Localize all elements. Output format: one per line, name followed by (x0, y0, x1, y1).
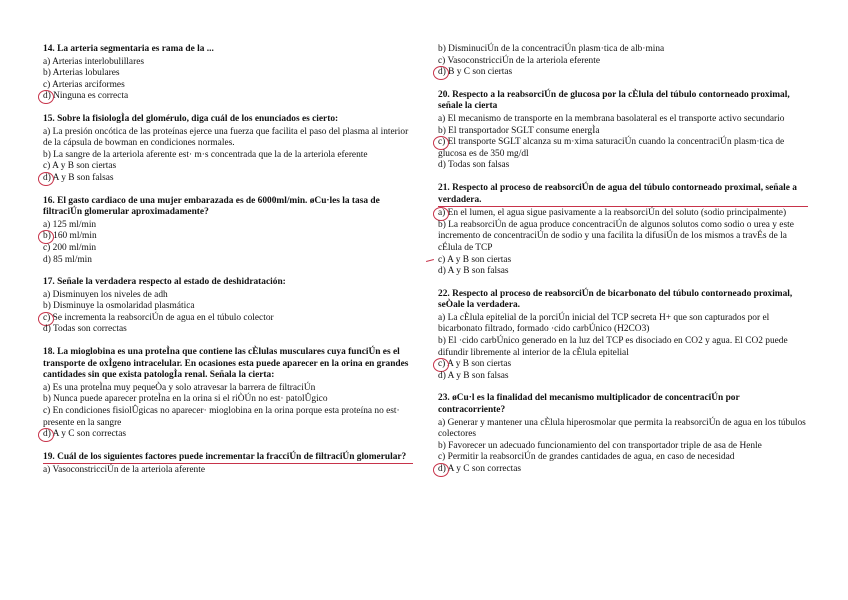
option-text: c) Se incrementa la reabsorciÚn de agua en el túbulo colector (43, 312, 274, 323)
question-19-continued (438, 44, 808, 79)
question-title: 17. Señale la verdadera respecto al estado de deshidratación: (43, 277, 286, 288)
option-b[interactable]: b) Arterias lobulares (43, 68, 120, 79)
question-15 (43, 114, 413, 185)
option-c[interactable]: c) A y B son ciertas (43, 161, 117, 172)
option-b[interactable]: b) La sangre de la arteriola aferente est· m·s concentrada que la de la arteriola eferente (43, 149, 368, 160)
option-b[interactable]: b) DisminuciÚn de la concentraciÚn plasm·tica de alb·mina (438, 44, 665, 54)
right-column (438, 44, 808, 487)
question-16 (43, 196, 413, 267)
option-d[interactable]: d) A y B son falsas (438, 370, 509, 381)
question-title: 16. El gasto cardiaco de una mujer embarazada es de 6000ml/min. øCu·les la tasa de filtraciÚn glomerular aproximadamente? (43, 195, 380, 218)
option-a[interactable]: a) La presión oncótica de las proteínas ejerce una fuerza que facilita el paso del plasma al interior de la cápsula de bowman en condiciones normales. (43, 126, 409, 149)
option-b[interactable]: b) El ·cido carbÚnico generado en la luz del TCP es disociado en CO2 y agua. El CO2 puede difundir libremente al interior de la cÈlula epitelial (438, 336, 788, 358)
option-text: c) A y B son ciertas (438, 359, 512, 370)
option-text: d) B y C son ciertas (438, 67, 513, 78)
option-c[interactable] (438, 255, 808, 267)
option-a[interactable]: a) Disminuyen los niveles de adh (43, 289, 168, 300)
option-text: d) Ninguna es correcta (43, 91, 129, 102)
option-b[interactable]: b) La reabsorciÚn de agua produce concentraciÚn de algunos solutos como sodio o urea y este incremento de concentraciÚn de sodio y una facilita la difusiÚn de los mismos a travÉs de la cÉlula de TCP (438, 219, 794, 253)
question-22 (438, 289, 808, 383)
option-d[interactable]: d) A y B son falsas (438, 266, 509, 277)
option-a[interactable]: a) 125 ml/min (43, 219, 97, 230)
option-c[interactable]: c) VasoconstricciÚn de la arteriola eferente (438, 55, 600, 66)
option-b[interactable] (43, 231, 413, 243)
question-title: 15. Sobre la fisiologÌa del glomérulo, diga cuál de los enunciados es cierto: (43, 113, 339, 124)
option-c[interactable] (438, 137, 808, 160)
question-title: 19. Cuál de los siguientes factores puede incrementar la fracciÚn de filtraciÚn glomerular? (43, 452, 413, 465)
question-21 (438, 183, 808, 278)
question-title: 14. La arteria segmentaria es rama de la ... (43, 44, 214, 54)
option-a[interactable]: a) El mecanismo de transporte en la membrana basolateral es el transporte activo secundario (438, 113, 785, 124)
question-title: 18. La mioglobina es una proteÌna que contiene las cÈlulas musculares cuya funciÚn es el transporte de oxÌgeno intracelular. En ocasiones esta puede aparecer en la orina en grandes cantidades sin que exista patologÌa renal. Señala la cierta: (43, 347, 409, 381)
option-d[interactable]: d) Todas son falsas (438, 160, 510, 171)
question-20 (438, 90, 808, 172)
option-b[interactable]: b) El transportador SGLT consume energÌa (438, 125, 600, 136)
option-b[interactable]: b) Nunca puede aparecer proteÌna en la orina si el riÒÚn no est· patolÛgico (43, 394, 328, 405)
option-d[interactable] (43, 173, 413, 185)
option-a[interactable]: a) Arterias interlobulillares (43, 56, 145, 67)
answer-dash-mark (426, 258, 434, 261)
left-column (43, 44, 413, 488)
option-text: d) A y C son correctas (43, 429, 127, 440)
option-a[interactable]: a) La cÈlula epitelial de la porciÚn inicial del TCP secreta H+ que son capturados por el bicarbonato filtrado, formado ·cido carbÚnico (H2CO3) (438, 312, 770, 335)
option-d[interactable]: d) 85 ml/min (43, 254, 92, 265)
option-d[interactable] (43, 91, 413, 103)
option-c[interactable]: c) En condiciones fisiolÛgicas no aparecer· mioglobina en la orina porque esta proteína no est· presente en la sangre (43, 406, 400, 428)
question-title: 23. øCu·l es la finalidad del mecanismo multiplicador de concentraciÚn por contracorriente? (438, 393, 740, 416)
question-17 (43, 277, 413, 336)
option-b[interactable]: b) Favorecer un adecuado funcionamiento del con transportador triple de asa de Henle (438, 440, 762, 451)
question-23 (438, 393, 808, 475)
option-c[interactable]: c) Permitir la reabsorciÚn de grandes cantidades de agua, en caso de necesidad (438, 452, 735, 463)
option-d[interactable] (438, 464, 808, 476)
option-text: c) A y B son ciertas (438, 254, 512, 265)
option-d[interactable] (438, 67, 808, 79)
option-c[interactable] (43, 313, 413, 325)
option-a[interactable]: a) VasoconstricciÚn de la arteriola aferente (43, 465, 205, 476)
question-18 (43, 347, 413, 441)
option-d[interactable]: d) Todas son correctas (43, 324, 127, 335)
question-title: 21. Respecto al proceso de reabsorciÚn de agua del túbulo contorneado proximal, señale a verdadera. (438, 183, 808, 207)
option-a[interactable]: a) Es una proteÌna muy pequeÒa y solo atravesar la barrera de filtraciÚn (43, 382, 316, 393)
option-text: b) 160 ml/min (43, 231, 97, 242)
question-19 (43, 452, 413, 477)
option-c[interactable]: c) 200 ml/min (43, 242, 97, 253)
option-a[interactable] (438, 208, 808, 220)
option-text: c) El transporte SGLT alcanza su m·xima saturaciÚn cuando la concentraciÚn plasm·tica de glucosa es de 350 mg/dl (438, 137, 785, 159)
question-14 (43, 44, 413, 103)
option-text: d) A y C son correctas (438, 464, 522, 474)
option-d[interactable] (43, 429, 413, 441)
option-c[interactable] (438, 359, 808, 371)
option-b[interactable]: b) Disminuye la osmolaridad plasmática (43, 301, 195, 312)
option-text: a) En el lumen, el agua sigue pasivamente a la reabsorciÚn del soluto (sodio principalmente) (438, 208, 787, 219)
option-c[interactable]: c) Arterias arciformes (43, 79, 125, 90)
option-a[interactable]: a) Generar y mantener una cÈlula hiperosmolar que permita la reabsorciÚn de agua en los túbulos colectores (438, 417, 806, 440)
option-text: d) A y B son falsas (43, 172, 114, 183)
question-title: 20. Respecto a la reabsorciÚn de glucosa por la cÈlula del túbulo contorneado proximal, señale la cierta (438, 89, 790, 112)
question-title: 22. Respecto al proceso de reabsorciÚn de bicarbonato del túbulo contorneado proximal, seÒale la verdadera. (438, 288, 793, 311)
